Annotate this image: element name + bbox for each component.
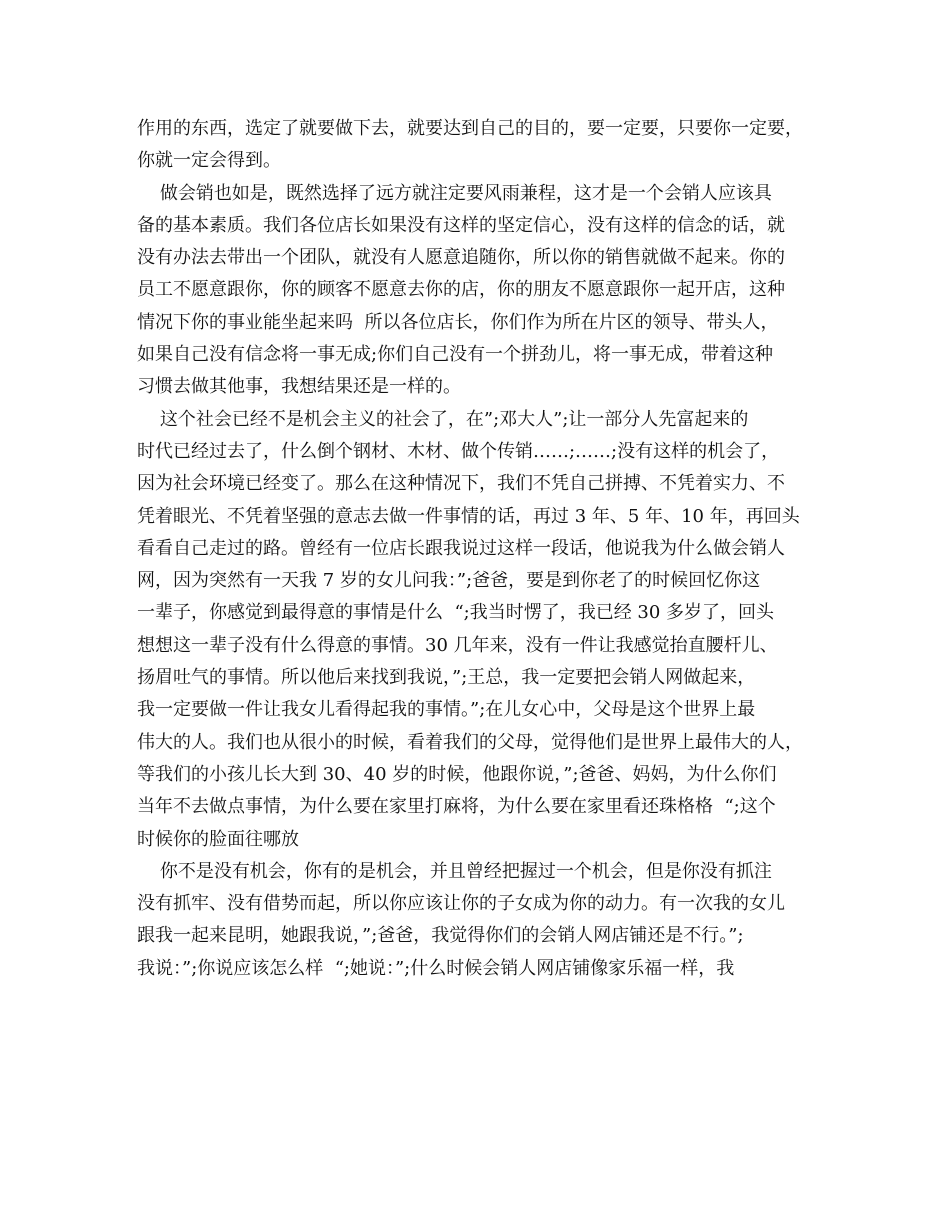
text-line: 你不是没有机会，你有的是机会，并且曾经把握过一个机会，但是你没有抓注 <box>137 860 772 882</box>
text-line: 没有办法去带出一个团队，就没有人愿意追随你，所以你的销售就做不起来。你的 <box>137 247 785 269</box>
text-line: 时候你的脸面往哪放 <box>137 828 299 850</box>
text-line: 备的基本素质。我们各位店长如果没有这样的坚定信心，没有这样的信念的话，就 <box>137 214 785 236</box>
text-line: 员工不愿意跟你，你的顾客不愿意去你的店，你的朋友不愿意跟你一起开店，这种 <box>137 279 785 301</box>
document-body <box>137 113 827 985</box>
text-line: 跟我一起来昆明，她跟我说，”;爸爸，我觉得你们的会销人网店铺还是不行。”; <box>137 925 744 947</box>
text-line: 时代已经过去了，什么倒个钢材、木材、做个传销……;……;没有这样的机会了， <box>137 440 780 462</box>
text-line: 我一定要做一件让我女儿看得起我的事情。”;在儿女心中，父母是这个世界上最 <box>137 699 756 721</box>
text-line: 等我们的小孩儿长大到 30、40 岁的时候，他跟你说，”;爸爸、妈妈，为什么你们 <box>137 763 777 785</box>
text-line: 想想这一辈子没有什么得意的事情。30 几年来，没有一件让我感觉抬直腰杆儿、 <box>137 634 778 656</box>
text-line: 网，因为突然有一天我 7 岁的女儿问我：”;爸爸，要是到你老了的时候回忆你这 <box>137 570 761 592</box>
text-line: 看看自己走过的路。曾经有一位店长跟我说过这样一段话，他说我为什么做会销人 <box>137 537 785 559</box>
text-line: 做会销也如是，既然选择了远方就注定要风雨兼程，这才是一个会销人应该具 <box>137 182 772 204</box>
text-line: 这个社会已经不是机会主义的社会了，在”;邓大人”;让一部分人先富起来的 <box>137 408 749 430</box>
text-line: 我说：”;你说应该怎么样 “;她说：”;什么时候会销人网店铺像家乐福一样，我 <box>137 957 735 979</box>
text-line: 习惯去做其他事，我想结果还是一样的。 <box>137 376 461 398</box>
text-line: 你就一定会得到。 <box>137 150 281 172</box>
text-line: 因为社会环境已经变了。那么在这种情况下，我们不凭自己拼搏、不凭着实力、不 <box>137 473 785 495</box>
text-line: 如果自己没有信念将一事无成;你们自己没有一个拼劲儿，将一事无成，带着这种 <box>137 344 774 366</box>
text-line: 扬眉吐气的事情。所以他后来找到我说，”;王总，我一定要把会销人网做起来， <box>137 667 756 689</box>
text-line: 伟大的人。我们也从很小的时候，看着我们的父母，觉得他们是世界上最伟大的人， <box>137 731 803 753</box>
text-line: 情况下你的事业能坐起来吗 所以各位店长，你们作为所在片区的领导、带头人， <box>137 311 779 333</box>
text-line: 没有抓牢、没有借势而起，所以你应该让你的子女成为你的动力。有一次我的女儿 <box>137 893 785 915</box>
text-line: 凭着眼光、不凭着坚强的意志去做一件事情的话，再过 3 年、5 年、10 年，再回头 <box>137 505 800 527</box>
text-line: 当年不去做点事情，为什么要在家里打麻将，为什么要在家里看还珠格格 “;这个 <box>137 796 776 818</box>
text-line: 一辈子，你感觉到最得意的事情是什么 “;我当时愣了，我已经 30 多岁了，回头 <box>137 602 775 624</box>
text-line: 作用的东西，选定了就要做下去，就要达到自己的目的，要一定要，只要你一定要， <box>137 118 803 139</box>
